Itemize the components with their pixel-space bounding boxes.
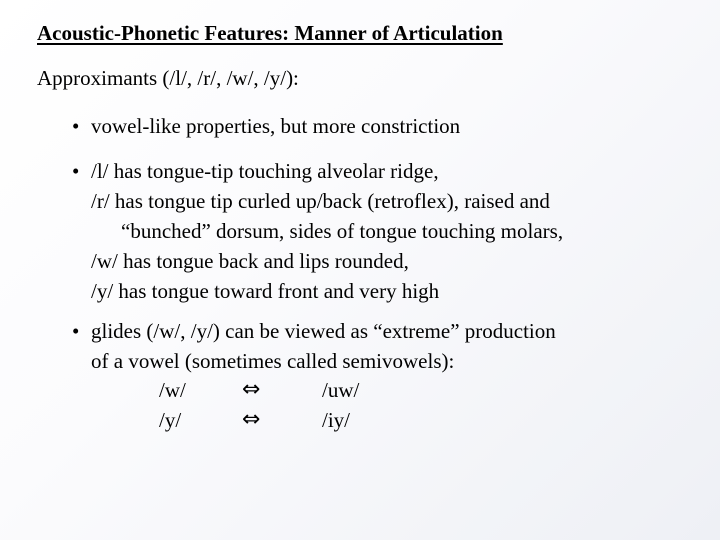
section-heading: Approximants (/l/, /r/, /w/, /y/): — [37, 66, 299, 90]
bullet-line: glides (/w/, /y/) can be viewed as “extreme” production — [91, 319, 556, 343]
bullet-line: /r/ has tongue tip curled up/back (retroflex), raised and — [91, 189, 550, 213]
slide-title: Acoustic-Phonetic Features: Manner of Articulation — [37, 21, 503, 45]
bullet-line: “bunched” dorsum, sides of tongue touching molars, — [121, 219, 564, 243]
double-arrow-icon: ⇔ — [242, 377, 261, 402]
bullet-text — [91, 316, 556, 376]
vowel-iy: /iy/ — [322, 408, 351, 432]
bullet-line: vowel-like properties, but more constriction — [91, 114, 461, 138]
bullet-line: /w/ has tongue back and lips rounded, — [91, 249, 409, 273]
bullet-icon: • — [72, 159, 80, 183]
vowel-uw: /uw/ — [322, 378, 360, 402]
bullet-icon: • — [72, 114, 80, 138]
bullet-text — [91, 111, 460, 141]
glide-w: /w/ — [159, 378, 186, 402]
glide-y: /y/ — [159, 408, 182, 432]
bullet-line: /l/ has tongue-tip touching alveolar ridge, — [91, 159, 439, 183]
bullet-icon: • — [72, 319, 80, 343]
double-arrow-icon: ⇔ — [242, 407, 261, 432]
bullet-line: of a vowel (sometimes called semivowels): — [91, 349, 455, 373]
bullet-text — [91, 156, 563, 306]
bullet-line: /y/ has tongue toward front and very high — [91, 279, 440, 303]
